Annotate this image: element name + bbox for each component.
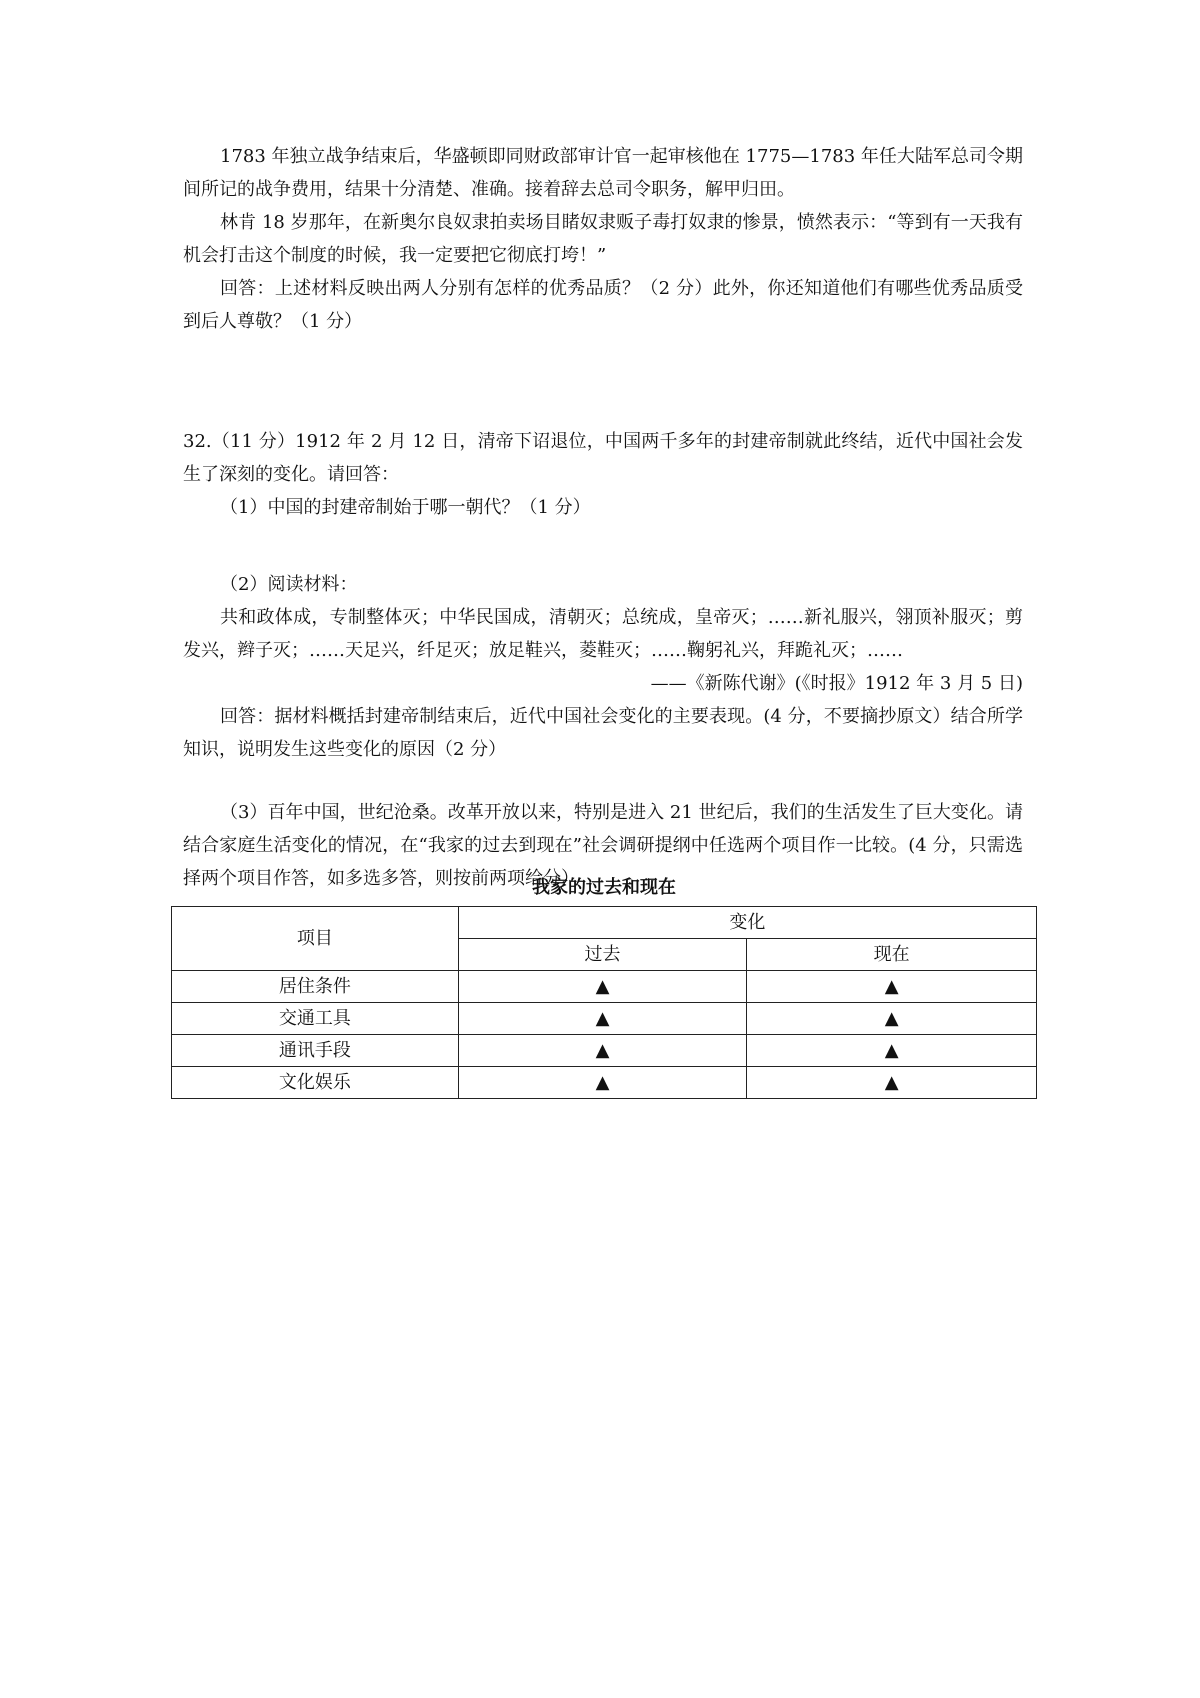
triangle-marker-icon: ▲ bbox=[747, 1003, 1037, 1035]
header-item: 项目 bbox=[172, 907, 459, 971]
answer-space bbox=[183, 524, 1023, 568]
q32-sub2-label: （2）阅读材料： bbox=[220, 574, 358, 595]
table-row bbox=[172, 1035, 1037, 1067]
table-row bbox=[172, 1067, 1037, 1099]
triangle-marker-icon: ▲ bbox=[458, 1067, 747, 1099]
header-change: 变化 bbox=[458, 907, 1036, 939]
q32-sub1: （1）中国的封建帝制始于哪一朝代？（1 分） bbox=[220, 497, 591, 518]
washington-material: 1783 年独立战争结束后，华盛顿即同财政部审计官一起审核他在 1775—1783 年任大陆军总司令期间所记的战争费用，结果十分清楚、准确。接着辞去总司令职务，解甲归田。 bbox=[183, 146, 1023, 200]
header-past: 过去 bbox=[458, 939, 747, 971]
header-now: 现在 bbox=[747, 939, 1037, 971]
q31-answer-prompt: 回答：上述材料反映出两人分别有怎样的优秀品质？（2 分）此外，你还知道他们有哪些优秀品质受到后人尊敬？（1 分） bbox=[183, 278, 1023, 332]
triangle-marker-icon: ▲ bbox=[747, 1067, 1037, 1099]
q32-sub2-material: 共和政体成，专制整体灭；中华民国成，清朝灭；总统成，皇帝灭；……新礼服兴，翎顶补服灭；剪发兴，辫子灭；……天足兴，纤足灭；放足鞋兴，菱鞋灭；……鞠躬礼兴，拜跪礼灭；…… bbox=[183, 607, 1023, 661]
q32-sub2-question: 回答：据材料概括封建帝制结束后，近代中国社会变化的主要表现。(4 分，不要摘抄原文）结合所学知识，说明发生这些变化的原因（2 分） bbox=[183, 706, 1023, 760]
triangle-marker-icon: ▲ bbox=[458, 1035, 747, 1067]
lincoln-material: 林肯 18 岁那年，在新奥尔良奴隶拍卖场目睹奴隶贩子毒打奴隶的惨景，愤然表示：“等到有一天我有机会打击这个制度的时候，我一定要把它彻底打垮！” bbox=[183, 212, 1023, 266]
table-title: 我家的过去和现在 bbox=[532, 877, 676, 898]
triangle-marker-icon: ▲ bbox=[747, 971, 1037, 1003]
triangle-marker-icon: ▲ bbox=[747, 1035, 1037, 1067]
row-item: 通讯手段 bbox=[172, 1035, 459, 1067]
q32-sub3: （3）百年中国，世纪沧桑。改革开放以来，特别是进入 21 世纪后，我们的生活发生了巨大变化。请结合家庭生活变化的情况，在“我家的过去到现在”社会调研提纲中任选两个项目作一比较。(4 分，只需选择两个项目作答，如多选多答，则按前两项给分） bbox=[183, 802, 1023, 889]
question-content bbox=[183, 140, 1023, 895]
triangle-marker-icon: ▲ bbox=[458, 971, 747, 1003]
q32-sub2-source: ——《新陈代谢》(《时报》1912 年 3 月 5 日) bbox=[650, 673, 1023, 694]
triangle-marker-icon: ▲ bbox=[458, 1003, 747, 1035]
answer-space bbox=[183, 338, 1023, 425]
q32-intro: 32.（11 分）1912 年 2 月 12 日，清帝下诏退位，中国两千多年的封建帝制就此终结，近代中国社会发生了深刻的变化。请回答： bbox=[183, 431, 1023, 485]
table-row bbox=[172, 971, 1037, 1003]
row-item: 文化娱乐 bbox=[172, 1067, 459, 1099]
table-row bbox=[172, 1003, 1037, 1035]
comparison-table bbox=[171, 906, 1037, 1099]
row-item: 居住条件 bbox=[172, 971, 459, 1003]
row-item: 交通工具 bbox=[172, 1003, 459, 1035]
answer-space bbox=[183, 766, 1023, 796]
table-header-row bbox=[172, 907, 1037, 939]
